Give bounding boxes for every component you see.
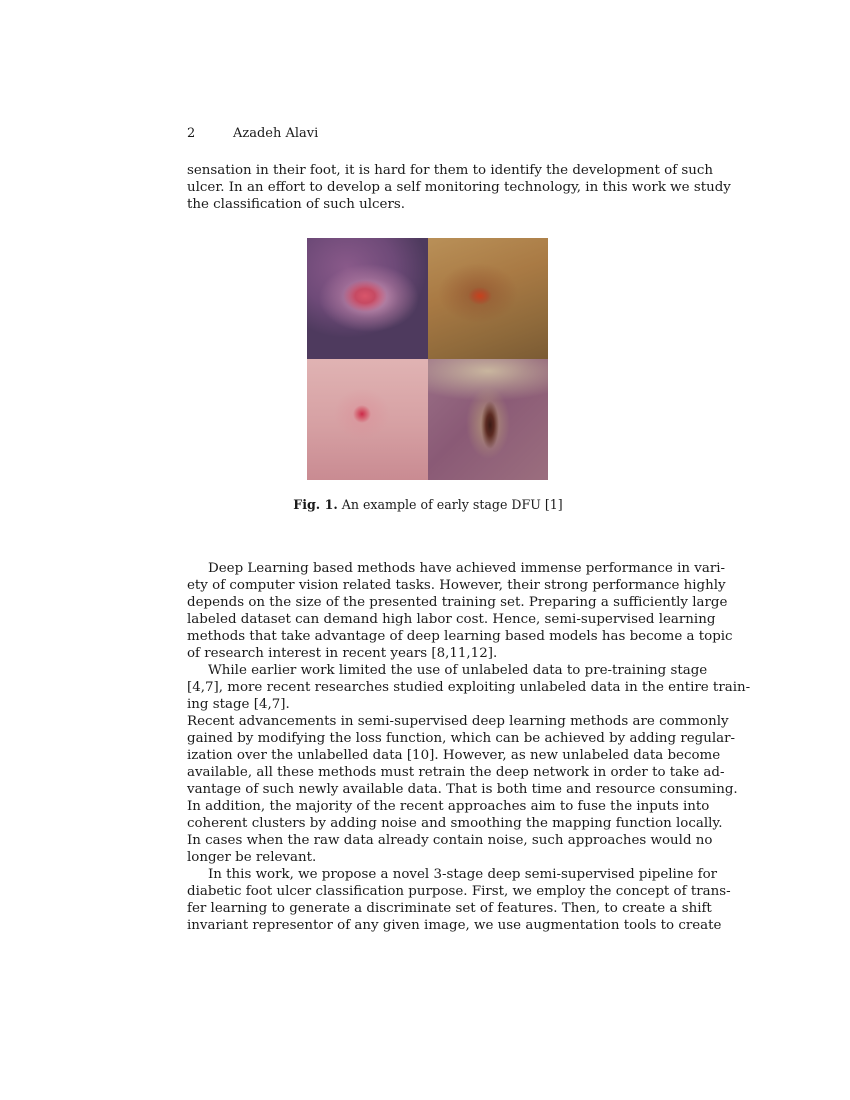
running-head — [187, 125, 318, 143]
text-line: Recent advancements in semi-supervised deep learning methods are commonly — [187, 714, 729, 729]
text-line: of research interest in recent years [8,11,12]. — [187, 646, 498, 661]
paragraph-this-work — [187, 866, 731, 934]
text-line: labeled dataset can demand high labor cost. Hence, semi-supervised learning — [187, 612, 716, 627]
text-line: depends on the size of the presented training set. Preparing a sufficiently large — [187, 595, 728, 610]
text-line: ety of computer vision related tasks. However, their strong performance highly — [187, 578, 726, 593]
text-line: ing stage [4,7]. — [187, 697, 290, 712]
text-line: Deep Learning based methods have achieved immense performance in vari- — [208, 561, 726, 576]
page-number: 2 — [187, 126, 196, 141]
intro-paragraph — [187, 162, 731, 213]
ulcer-photo-4 — [428, 359, 548, 480]
text-line: methods that take advantage of deep learning based models has become a topic — [187, 629, 733, 644]
figure-caption-text: An example of early stage DFU [1] — [341, 497, 563, 512]
figure-label: Fig. 1. — [293, 497, 338, 512]
text-line: sensation in their foot, it is hard for them to identify the development of such — [187, 163, 714, 178]
paragraph-earlier-work — [187, 662, 751, 713]
text-line: the classification of such ulcers. — [187, 197, 406, 212]
text-line: fer learning to generate a discriminate set of features. Then, to create a shift — [187, 901, 712, 916]
text-line: gained by modifying the loss function, which can be achieved by adding regular- — [187, 731, 736, 746]
ulcer-photo-3 — [307, 359, 428, 480]
ulcer-photo-2 — [428, 238, 548, 359]
text-line: While earlier work limited the use of unlabeled data to pre-training stage — [208, 663, 708, 678]
text-line: longer be relevant. — [187, 850, 317, 865]
text-line: diabetic foot ulcer classification purpose. First, we employ the concept of trans- — [187, 884, 731, 899]
paragraph-recent-advancements — [187, 713, 738, 866]
paragraph-deep-learning — [187, 560, 733, 662]
running-author: Azadeh Alavi — [233, 126, 319, 141]
text-line: coherent clusters by adding noise and smoothing the mapping function locally. — [187, 816, 723, 831]
text-line: available, all these methods must retrain the deep network in order to take ad- — [187, 765, 725, 780]
text-line: In this work, we propose a novel 3-stage deep semi-supervised pipeline for — [208, 867, 718, 882]
figure-caption — [187, 496, 669, 514]
text-line: ization over the unlabelled data [10]. However, as new unlabeled data become — [187, 748, 721, 763]
ulcer-photo-1 — [307, 238, 428, 359]
text-line: ulcer. In an effort to develop a self monitoring technology, in this work we study — [187, 180, 731, 195]
text-line: [4,7], more recent researches studied exploiting unlabeled data in the entire train- — [187, 680, 751, 695]
text-line: In cases when the raw data already contain noise, such approaches would no — [187, 833, 713, 848]
text-line: vantage of such newly available data. That is both time and resource consuming. — [187, 782, 738, 797]
figure-dfu-examples — [307, 238, 548, 480]
text-line: invariant representor of any given image, we use augmentation tools to create — [187, 918, 722, 933]
text-line: In addition, the majority of the recent approaches aim to fuse the inputs into — [187, 799, 710, 814]
